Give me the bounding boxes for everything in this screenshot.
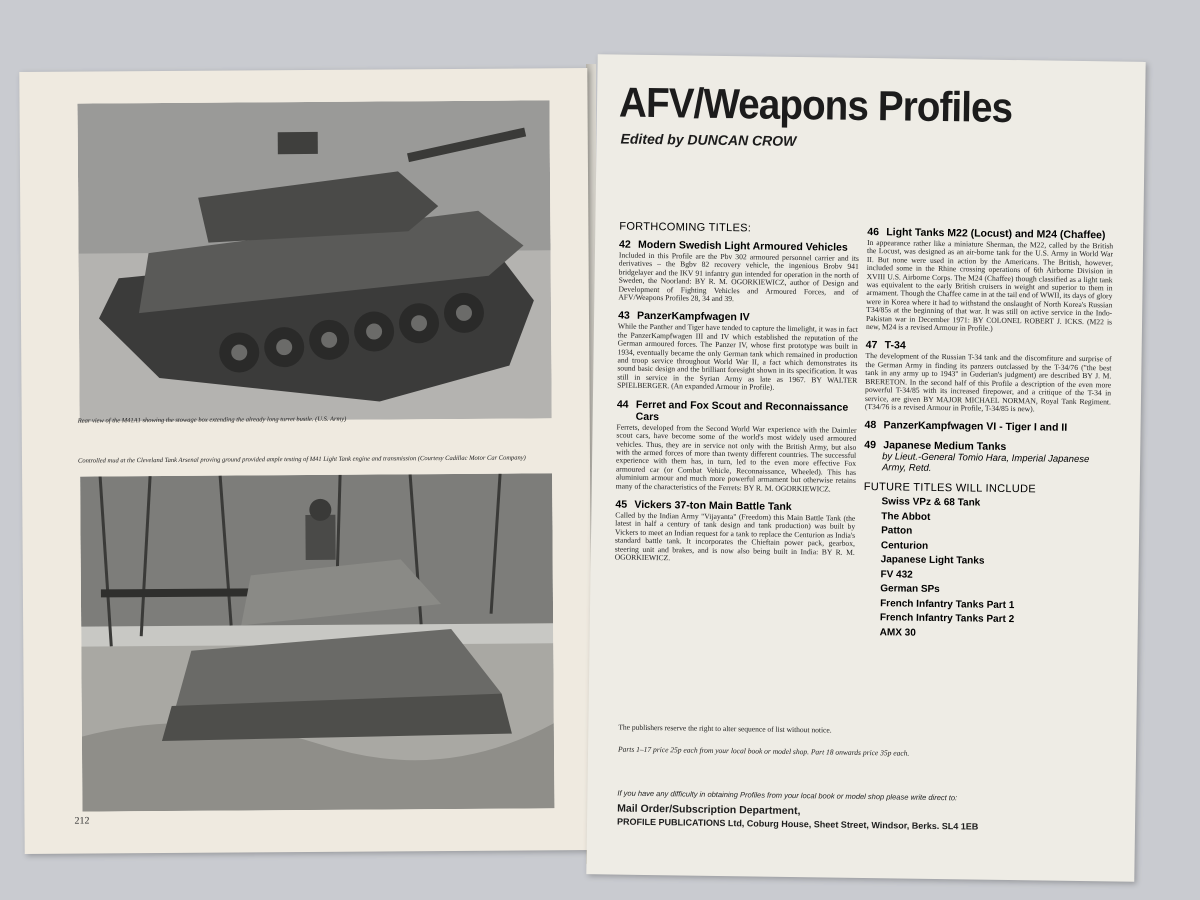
entry-body: Ferrets, developed from the Second World War experience with the Daimler scout cars, have become some of the world's most widely used armoured vehicles. Thus, they are in service not only with the British Army, but also with the armed forces of more than twenty different countries. The successful experience with them has, in turn, led to the even more effective Fox armoured car (or Combat Vehicle, Reconnaissance, Wheeled). This has aluminium armour and much more powerful armament but otherwise retains many of the characteristics of the Ferrets: BY R. M. OGORKIEWICZ. <box>615 422 857 494</box>
entry-number: 46 <box>867 225 880 239</box>
entry-43 <box>617 310 858 394</box>
entry-number: 47 <box>865 339 878 352</box>
caption-bottom: Controlled mud at the Cleveland Tank Arsenal proving ground provided ample testing of M41 Light Tank engine and transmission (Courtesy Cadillac Motor Car Company) <box>77 454 526 465</box>
entry-number: 48 <box>864 419 877 432</box>
entry-title: PanzerKampfwagen IV <box>637 310 750 324</box>
page-number: 212 <box>74 815 90 827</box>
caption-top: Rear view of the M41A1 showing the stowage box extending the already long turret bustle. (U.S. Army) <box>77 415 347 425</box>
future-titles <box>862 481 1110 643</box>
future-title: Patton <box>881 525 913 537</box>
left-page <box>19 68 592 854</box>
entry-subtitle: by Lieut.-General Tomio Hara, Imperial Japanese Army, Retd. <box>881 451 1090 475</box>
entry-42 <box>618 239 859 306</box>
entry-number: 43 <box>618 309 630 323</box>
future-title: The Abbot <box>881 511 931 523</box>
future-title: French Infantry Tanks Part 1 <box>880 598 1015 611</box>
future-title: Swiss VPz & 68 Tank <box>881 496 981 509</box>
right-page <box>586 54 1145 882</box>
entry-title: Modern Swedish Light Armoured Vehicles <box>638 238 848 254</box>
entry-47 <box>865 339 1112 414</box>
entry-title: Vickers 37-ton Main Battle Tank <box>634 498 792 513</box>
entry-body: While the Panther and Tiger have tended to capture the limelight, it was in fact the PanzerKampfwagen III and IV which established the reputation of the German armoured forces. The Panzer IV, whose first prototype was built in 1934, eventually became the only German tank which remained in production and troop service throughout World War II, a fact which demonstrates its sound basic design and the brilliant foresight shown in its specification. It was still in service in the Syrian Army as late as 1967. BY WALTER SPIELBERGER. (An expanded Armour in Profile). <box>617 321 858 392</box>
mail-order-address <box>617 803 979 833</box>
forthcoming-column-right <box>862 226 1114 644</box>
future-title: Centurion <box>880 540 929 552</box>
mail-line-1: Mail Order/Subscription Department, <box>617 802 801 818</box>
entry-title: T-34 <box>884 339 906 353</box>
entry-number: 49 <box>864 439 877 452</box>
entry-number: 45 <box>615 498 628 511</box>
entry-body: In appearance rather like a miniature Sherman, the M22, called by the British the Locust, was designed as an air-borne tank for the U.S. Army in World War II. But none were used in action by the Americans. The British, however, included some in the Rhine crossing operations of 6th Airborne Division in XVIII U.S. Airborne Corps. The M24 (Chaffee) though classified as a light tank was equivalent to the early British cruisers in weight and superior to them in armament. Though the Chaffee came in at the tail end of WWII, its days of glory were in Korea where it had to withstand the onslaught of North Korea's Russian T34/85s at the beginning of that war. It was still on active service in the Indo-Pakistan war in December 1971: BY COLONEL ROBERT J. ICKS. (M22 is new, M24 is a revised Armour in Profile.) <box>865 237 1114 333</box>
entry-45 <box>615 498 856 565</box>
entry-body: The development of the Russian T-34 tank and the discomfiture and surprise of the German Army in finding its panzers outclassed by the T-34/76 ("the best tank in any army up to 1943" in Guderian's judgment) are described BY J. M. BRERETON. In the second half of this Profile a description of the even more powerful T-34/85 with its increased firepower, and a critique of the T-34 in service, are given BY MAJOR MICHAEL NORMAN, Royal Tank Regiment. (T34/76 is a revised Armour in Profile, T-34/85 is new). <box>864 351 1112 414</box>
entry-title: Ferret and Fox Scout and Reconnaissance Cars <box>635 398 849 423</box>
entry-44 <box>616 398 857 494</box>
entry-title: Japanese Medium Tanks <box>883 439 1007 454</box>
future-title: AMX 30 <box>879 627 916 639</box>
entry-number: 44 <box>616 398 629 411</box>
entry-body: Included in this Profile are the Pbv 302 armoured personnel carrier and its derivatives – the Bgbv 82 recovery vehicle, the ingenious Brobv 941 bridgelayer and the IKV 91 infantry gun intended for operation in the north of Sweden, the Noorland: BY R. M. OGORKIEWICZ, author of Design and Development of Fighting Vehicles and Armoured Forces, and of AFV/Weapons Profiles 28, 34 and 39. <box>618 250 859 304</box>
future-title: French Infantry Tanks Part 2 <box>879 612 1015 626</box>
page-title: AFV/Weapons Profiles <box>618 78 1013 132</box>
tank-photo-mud-test <box>80 473 554 811</box>
entry-title: PanzerKampfwagen VI - Tiger I and II <box>883 419 1068 435</box>
entry-title: Light Tanks M22 (Locust) and M24 (Chaffee) <box>886 226 1106 242</box>
entry-48 <box>865 419 1111 434</box>
tank-photo-m41a1 <box>77 100 551 421</box>
forthcoming-column-left <box>615 221 860 574</box>
entry-body: Called by the Indian Army "Vijayanta" (Freedom) this Main Battle Tank (the latest in half a century of tank design and tank production) was built by Vickers to meet an Indian request for a tank to replace the Centurion as India's standard battle tank. It incorporates the Chieftain power pack, gearbox, steering unit and brakes, and is now also being built in India: BY R. M. OGORKIEWICZ. <box>614 510 856 563</box>
future-label: FUTURE TITLES WILL INCLUDE <box>863 481 1037 496</box>
entry-46 <box>866 226 1113 335</box>
mail-line-2: PROFILE PUBLICATIONS Ltd, Coburg House, Sheet Street, Windsor, Berks. SL4 1EB <box>616 816 979 832</box>
entry-49 <box>864 439 1110 476</box>
entry-number: 42 <box>619 238 631 251</box>
difficulty-note: If you have any difficulty in obtaining Profiles from your local book or model shop please write direct to: <box>617 788 958 803</box>
future-title: FV 432 <box>880 569 913 581</box>
prices: Parts 1–17 price 25p each from your local book or model shop. Part 18 onwards price 35p each. <box>617 744 910 758</box>
notice: The publishers reserve the right to alter sequence of list without notice. <box>618 722 832 735</box>
editor-line: Edited by DUNCAN CROW <box>620 130 797 149</box>
forthcoming-label: FORTHCOMING TITLES: <box>619 220 752 235</box>
future-title: Japanese Light Tanks <box>880 554 985 567</box>
future-title: German SPs <box>880 583 940 596</box>
